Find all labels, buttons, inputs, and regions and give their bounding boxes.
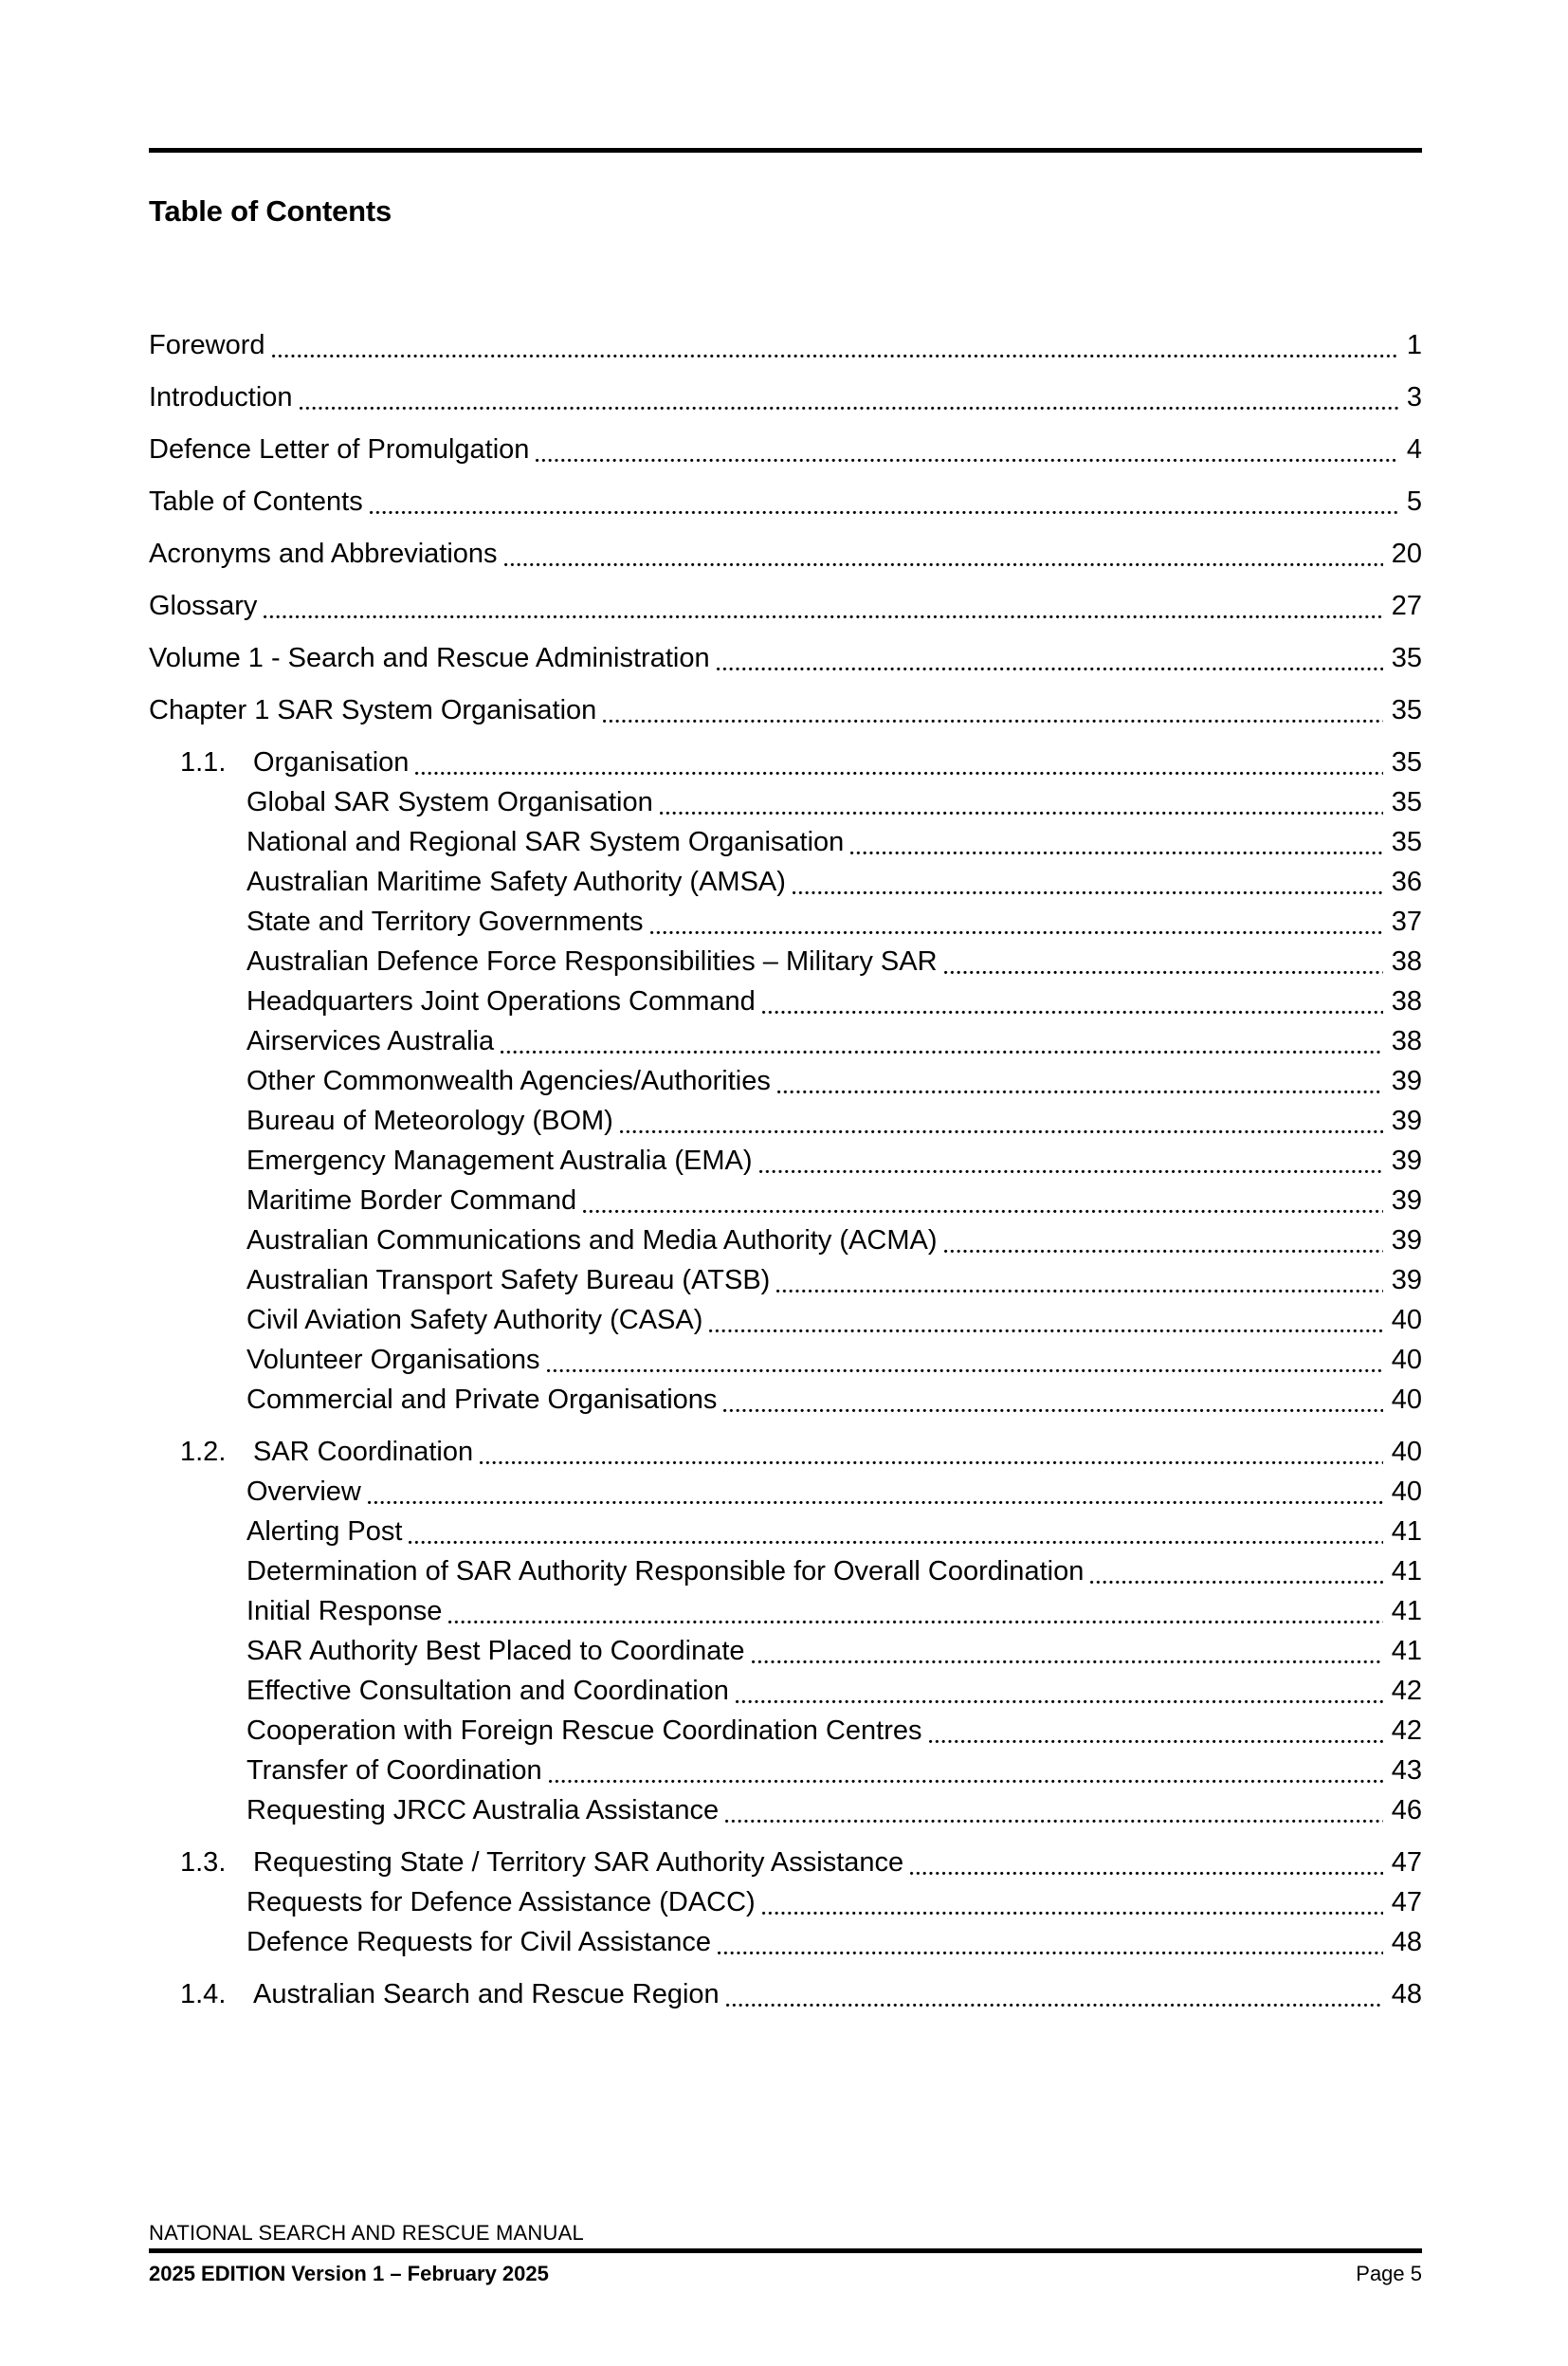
toc-entry-title: State and Territory Governments	[246, 907, 644, 937]
dot-leader	[725, 1819, 1383, 1824]
toc-entry[interactable]	[149, 1181, 1422, 1220]
toc-entry-page: 36	[1391, 867, 1422, 897]
dot-leader	[776, 1289, 1382, 1293]
toc-entry[interactable]	[149, 1922, 1422, 1962]
toc-entry-page: 38	[1391, 1026, 1422, 1056]
toc-entry-title: Acronyms and Abbreviations	[149, 539, 498, 569]
toc-entry-page: 35	[1391, 827, 1422, 857]
dot-leader	[547, 1368, 1383, 1373]
toc-entry-page: 42	[1391, 1715, 1422, 1746]
footer-rule	[149, 2248, 1422, 2253]
toc-entry-title: Headquarters Joint Operations Command	[246, 986, 756, 1017]
dot-leader	[501, 1050, 1383, 1055]
toc-entry-title: Volunteer Organisations	[246, 1345, 540, 1375]
toc-entry-number: 1.3.	[180, 1847, 227, 1878]
dot-leader	[944, 1249, 1383, 1254]
dot-leader	[536, 458, 1397, 463]
toc-entry[interactable]	[149, 325, 1422, 365]
toc-entry-page: 46	[1391, 1795, 1422, 1825]
dot-leader	[409, 1540, 1382, 1545]
toc-entry-page: 39	[1391, 1106, 1422, 1136]
toc-entry-title: Overview	[246, 1476, 361, 1507]
toc-entry-title: Alerting Post	[246, 1516, 403, 1547]
toc-entry-page: 35	[1391, 643, 1422, 673]
toc-entry-number: 1.4.	[180, 1979, 227, 2009]
header-rule	[149, 148, 1422, 153]
toc-entry-page: 1	[1406, 330, 1422, 360]
dot-leader	[736, 1699, 1383, 1704]
dot-leader	[910, 1871, 1383, 1876]
toc-entry[interactable]	[149, 1141, 1422, 1181]
dot-leader	[368, 1500, 1383, 1505]
dot-leader	[660, 811, 1383, 816]
toc-entry[interactable]	[149, 981, 1422, 1021]
document-page	[0, 148, 1568, 2014]
toc-entry-title: Introduction	[149, 382, 293, 413]
toc-entry[interactable]	[149, 534, 1422, 574]
dot-leader	[1090, 1580, 1382, 1585]
dot-leader	[620, 1129, 1383, 1134]
toc-entry-page: 40	[1391, 1305, 1422, 1335]
toc-entry-number: 1.2.	[180, 1437, 227, 1467]
toc-entry-title: Transfer of Coordination	[246, 1755, 542, 1786]
toc-entry[interactable]	[149, 1751, 1422, 1790]
toc-entry-page: 40	[1391, 1437, 1422, 1467]
dot-leader	[762, 1010, 1383, 1015]
page-footer	[149, 2221, 1422, 2286]
toc-entry[interactable]	[149, 1843, 1422, 1882]
toc-entry-page: 41	[1391, 1636, 1422, 1666]
toc-entry[interactable]	[149, 743, 1422, 782]
toc-entry-title: Emergency Management Australia (EMA)	[246, 1146, 753, 1176]
toc-entry[interactable]	[149, 1101, 1422, 1141]
toc-entry-page: 35	[1391, 747, 1422, 778]
toc-entry-page: 41	[1391, 1596, 1422, 1626]
toc-entry-page: 40	[1391, 1345, 1422, 1375]
toc-entry-title: Chapter 1 SAR System Organisation	[149, 695, 597, 725]
toc-entry-title: Cooperation with Foreign Rescue Coordination Centres	[246, 1715, 922, 1746]
toc-entry-page: 35	[1391, 695, 1422, 725]
toc-entry-page: 39	[1391, 1225, 1422, 1256]
toc-entry[interactable]	[149, 1380, 1422, 1420]
toc-entry-page: 39	[1391, 1066, 1422, 1096]
dot-leader	[718, 1951, 1383, 1955]
toc-entry[interactable]	[149, 942, 1422, 981]
toc-entry[interactable]	[149, 1300, 1422, 1340]
toc-entry[interactable]	[149, 1472, 1422, 1512]
dot-leader	[944, 970, 1383, 975]
toc-entry[interactable]	[149, 822, 1422, 862]
toc-entry[interactable]	[149, 482, 1422, 522]
toc-entry[interactable]	[149, 1021, 1422, 1061]
toc-entry[interactable]	[149, 1591, 1422, 1631]
dot-leader	[650, 930, 1383, 935]
dot-leader	[717, 667, 1383, 671]
toc-entry-page: 35	[1391, 787, 1422, 817]
dot-leader	[777, 1090, 1383, 1094]
toc-entry-title: Australian Communications and Media Authority (ACMA)	[246, 1225, 938, 1256]
toc-entry-title: Other Commonwealth Agencies/Authorities	[246, 1066, 771, 1096]
toc-entry-page: 37	[1391, 907, 1422, 937]
footer-manual-title: NATIONAL SEARCH AND RESCUE MANUAL	[149, 2221, 584, 2245]
footer-edition: 2025 EDITION Version 1 – February 2025	[149, 2262, 549, 2285]
toc-entry-page: 40	[1391, 1385, 1422, 1415]
toc-entry-page: 5	[1406, 486, 1422, 517]
dot-leader	[752, 1660, 1383, 1664]
toc-entry-page: 38	[1391, 946, 1422, 977]
dot-leader	[480, 1460, 1383, 1465]
toc-entry-page: 47	[1391, 1887, 1422, 1917]
toc-entry[interactable]	[149, 782, 1422, 822]
toc-entry-title: Airservices Australia	[246, 1026, 495, 1056]
dot-leader	[300, 406, 1398, 411]
toc-entry-page: 48	[1391, 1927, 1422, 1957]
toc-entry[interactable]	[149, 1551, 1422, 1591]
toc-entry-title: Australian Maritime Safety Authority (AMSA)	[246, 867, 786, 897]
toc-entry[interactable]	[149, 1512, 1422, 1551]
toc-entry[interactable]	[149, 1432, 1422, 1472]
toc-entry-page: 20	[1391, 539, 1422, 569]
dot-leader	[726, 2003, 1383, 2008]
toc-entry-title: National and Regional SAR System Organisation	[246, 827, 845, 857]
dot-leader	[272, 354, 1398, 358]
toc-entry-title: Bureau of Meteorology (BOM)	[246, 1106, 613, 1136]
toc-entry-page: 3	[1406, 382, 1422, 413]
dot-leader	[723, 1408, 1382, 1413]
dot-leader	[929, 1739, 1383, 1744]
toc-entry-title: Foreword	[149, 330, 265, 360]
toc-entry-page: 41	[1391, 1556, 1422, 1587]
toc-entry[interactable]	[149, 1220, 1422, 1260]
toc-entry[interactable]	[149, 430, 1422, 469]
dot-leader	[603, 719, 1382, 724]
toc-entry-title: Civil Aviation Safety Authority (CASA)	[246, 1305, 703, 1335]
toc-entry-title: Requesting JRCC Australia Assistance	[246, 1795, 720, 1825]
toc-entry[interactable]	[149, 1974, 1422, 2014]
toc-entry[interactable]	[149, 377, 1422, 417]
toc-entry[interactable]	[149, 1882, 1422, 1922]
page-title: Table of Contents	[149, 194, 392, 228]
toc-entry-page: 27	[1391, 591, 1422, 621]
toc-entry-title: Volume 1 - Search and Rescue Administration	[149, 643, 710, 673]
toc-entry-title: Organisation	[253, 747, 410, 778]
toc-entry[interactable]	[149, 1260, 1422, 1300]
dot-leader	[370, 510, 1398, 515]
toc-entry-page: 43	[1391, 1755, 1422, 1786]
toc-entry-title: Maritime Border Command	[246, 1185, 577, 1216]
dot-leader	[448, 1620, 1382, 1624]
toc-entry[interactable]	[149, 902, 1422, 942]
toc-entry-title: Effective Consultation and Coordination	[246, 1676, 729, 1706]
footer-page-number: Page 5	[1356, 2262, 1422, 2285]
toc-entry-page: 4	[1406, 434, 1422, 465]
toc-entry-page: 42	[1391, 1676, 1422, 1706]
toc-entry[interactable]	[149, 586, 1422, 626]
dot-leader	[264, 614, 1382, 619]
toc-entry[interactable]	[149, 690, 1422, 730]
dot-leader	[415, 771, 1382, 776]
toc-entry-title: Australian Search and Rescue Region	[253, 1979, 720, 2009]
toc-entry-title: Table of Contents	[149, 486, 363, 517]
toc-entry-title: Commercial and Private Organisations	[246, 1385, 718, 1415]
dot-leader	[762, 1911, 1383, 1916]
toc-entry-title: SAR Coordination	[253, 1437, 474, 1467]
dot-leader	[793, 890, 1383, 895]
toc-entry-page: 39	[1391, 1265, 1422, 1295]
toc-entry-page: 39	[1391, 1146, 1422, 1176]
toc-entry-title: Defence Requests for Civil Assistance	[246, 1927, 711, 1957]
toc-entry-page: 39	[1391, 1185, 1422, 1216]
toc-entry-title: Initial Response	[246, 1596, 443, 1626]
toc-entry[interactable]	[149, 1671, 1422, 1711]
toc-entry-page: 41	[1391, 1516, 1422, 1547]
toc-entry-title: Requesting State / Territory SAR Authority Assistance	[253, 1847, 904, 1878]
toc-entry[interactable]	[149, 1340, 1422, 1380]
toc-entry[interactable]	[149, 1061, 1422, 1101]
toc-entry-title: Determination of SAR Authority Responsible for Overall Coordination	[246, 1556, 1085, 1587]
toc-list	[149, 325, 1422, 2014]
toc-entry[interactable]	[149, 1711, 1422, 1751]
toc-entry-page: 40	[1391, 1476, 1422, 1507]
toc-entry-title: Defence Letter of Promulgation	[149, 434, 530, 465]
toc-entry[interactable]	[149, 862, 1422, 902]
toc-entry[interactable]	[149, 1790, 1422, 1830]
toc-entry-title: Glossary	[149, 591, 258, 621]
dot-leader	[549, 1779, 1383, 1784]
toc-entry-title: Global SAR System Organisation	[246, 787, 653, 817]
toc-entry[interactable]	[149, 638, 1422, 678]
dot-leader	[850, 851, 1382, 855]
toc-entry-title: SAR Authority Best Placed to Coordinate	[246, 1636, 745, 1666]
toc-entry-title: Australian Transport Safety Bureau (ATSB)	[246, 1265, 771, 1295]
dot-leader	[709, 1329, 1382, 1333]
toc-entry-page: 38	[1391, 986, 1422, 1017]
toc-entry-title: Australian Defence Force Responsibilities – Military SAR	[246, 946, 938, 977]
toc-entry-page: 48	[1391, 1979, 1422, 2009]
toc-entry-number: 1.1.	[180, 747, 227, 778]
dot-leader	[504, 562, 1383, 567]
toc-entry[interactable]	[149, 1631, 1422, 1671]
toc-entry-title: Requests for Defence Assistance (DACC)	[246, 1887, 756, 1917]
dot-leader	[759, 1169, 1383, 1174]
dot-leader	[583, 1209, 1383, 1214]
toc-entry-page: 47	[1391, 1847, 1422, 1878]
